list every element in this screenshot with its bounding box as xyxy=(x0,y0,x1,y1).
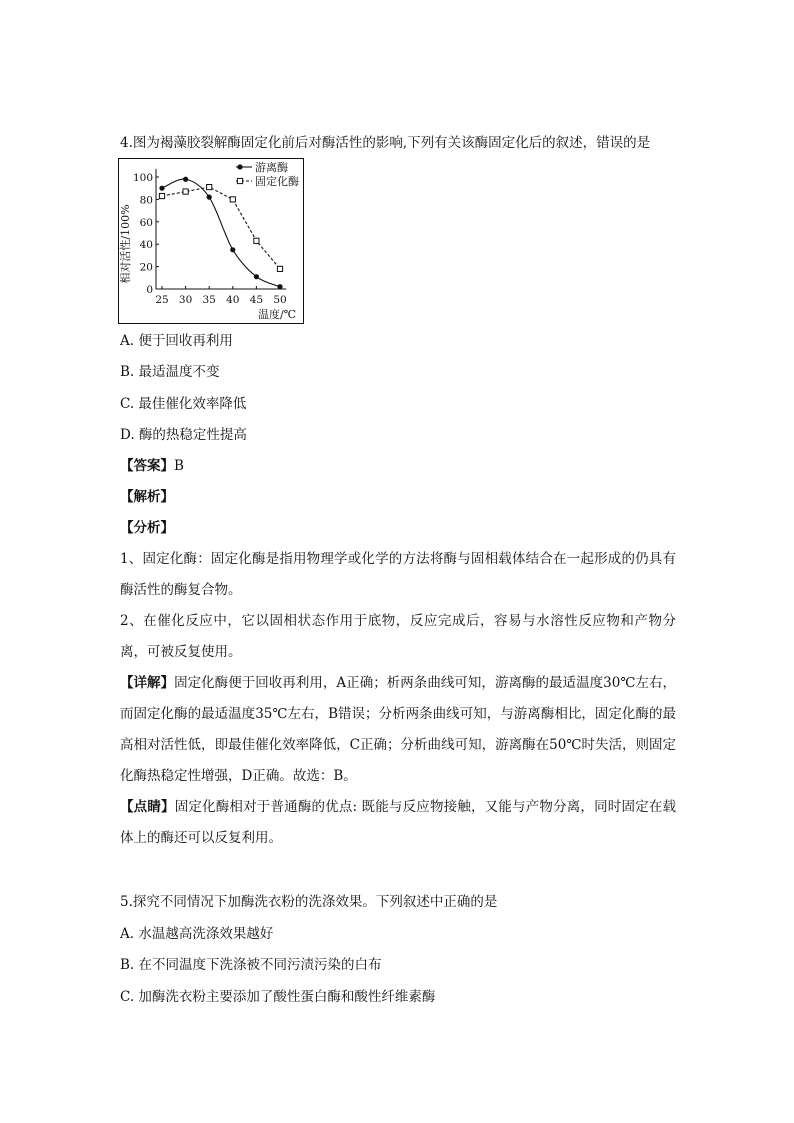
data-point-immobilized-enzyme xyxy=(159,193,164,198)
data-point-free-enzyme xyxy=(159,186,164,191)
enzyme-activity-chart xyxy=(118,158,304,324)
y-tick-label: 80 xyxy=(139,194,153,207)
y-tick-label: 40 xyxy=(139,239,153,252)
data-point-free-enzyme xyxy=(254,274,259,279)
question-4-stem: 4.图为褐藻胶裂解酶固定化前后对酶活性的影响,下列有关该酶固定化后的叙述，错误的是 xyxy=(120,135,651,151)
analysis-paragraph-2: 2、在催化反应中，它以固相状态作用于底物，反应完成后，容易与水溶性反应物和产物分离，可被反复使用。 xyxy=(120,613,676,660)
x-tick-label: 45 xyxy=(249,294,264,306)
data-point-free-enzyme xyxy=(207,195,212,200)
data-point-immobilized-enzyme xyxy=(183,189,188,194)
analysis-paragraph-1: 1、固定化酶：固定化酶是指用物理学或化学的方法将酶与固相载体结合在一起形成的仍具有酶活性的酶复合物。 xyxy=(120,551,676,598)
q4-option-d: D. 酶的热稳定性提高 xyxy=(120,427,247,443)
y-tick-label: 20 xyxy=(139,261,153,274)
q5-option-c: C. 加酶洗衣粉主要添加了酸性蛋白酶和酸性纤维素酶 xyxy=(120,989,436,1005)
data-point-free-enzyme xyxy=(230,247,235,252)
data-point-free-enzyme xyxy=(183,177,188,182)
x-tick-label: 30 xyxy=(178,294,193,306)
y-axis-label: 相对活性/100% xyxy=(119,204,132,284)
dianjing-paragraph xyxy=(120,792,676,854)
detail-paragraph xyxy=(120,668,676,792)
data-point-free-enzyme xyxy=(277,284,282,289)
data-point-immobilized-enzyme xyxy=(254,238,259,243)
legend-marker-0 xyxy=(237,164,242,169)
y-tick-label: 100 xyxy=(132,172,153,184)
x-tick-label: 35 xyxy=(202,294,216,306)
q5-option-a: A. 水温越高洗涤效果越好 xyxy=(120,926,274,942)
jiexi-heading: 【解析】 xyxy=(120,489,174,505)
dianjing-tag: 【点睛】 xyxy=(120,799,175,815)
y-tick-label: 60 xyxy=(139,216,153,229)
data-point-immobilized-enzyme xyxy=(230,197,235,202)
data-point-immobilized-enzyme xyxy=(207,184,212,189)
dianjing-text: 固定化酶相对于普通酶的优点: 既能与反应物接触，又能与产物分离，同时固定在载体上的酶还可以反复利用。 xyxy=(120,799,676,846)
data-point-immobilized-enzyme xyxy=(277,266,282,271)
x-tick-label: 25 xyxy=(155,294,169,306)
q5-option-b: B. 在不同温度下洗涤被不同污渍污染的白布 xyxy=(120,957,382,973)
answer-value: B xyxy=(174,458,184,474)
question-5-stem: 5.探究不同情况下加酶洗衣粉的洗涤效果。下列叙述中正确的是 xyxy=(120,894,498,910)
answer-line xyxy=(120,457,184,475)
detail-tag: 【详解】 xyxy=(120,675,175,691)
legend-label-1: 固定化酶 xyxy=(255,175,299,188)
legend-label-0: 游离酶 xyxy=(255,161,288,174)
q4-option-c: C. 最佳催化效率降低 xyxy=(120,396,247,412)
legend-marker-1 xyxy=(237,178,242,183)
y-tick-label: 0 xyxy=(146,284,153,296)
detail-text: 固定化酶便于回收再利用，A正确；析两条曲线可知，游离酶的最适温度30℃左右，而固定化酶的最适温度35℃左右，B错误；分析两条曲线可知，与游离酶相比，固定化酶的最高相对活性低，即最佳催化效率降低，C正确；分析曲线可知，游离酶在50℃时失活，则固定化酶热稳定性增强，D正确。故选：B。 xyxy=(120,675,677,784)
x-axis-label: 温度/℃ xyxy=(257,308,297,321)
x-tick-label: 40 xyxy=(226,294,240,306)
q4-option-b: B. 最适温度不变 xyxy=(120,364,220,380)
x-tick-label: 50 xyxy=(273,294,287,306)
q4-option-a: A. 便于回收再利用 xyxy=(120,333,233,349)
fenxi-heading: 【分析】 xyxy=(120,520,174,536)
answer-tag: 【答案】 xyxy=(120,458,174,474)
